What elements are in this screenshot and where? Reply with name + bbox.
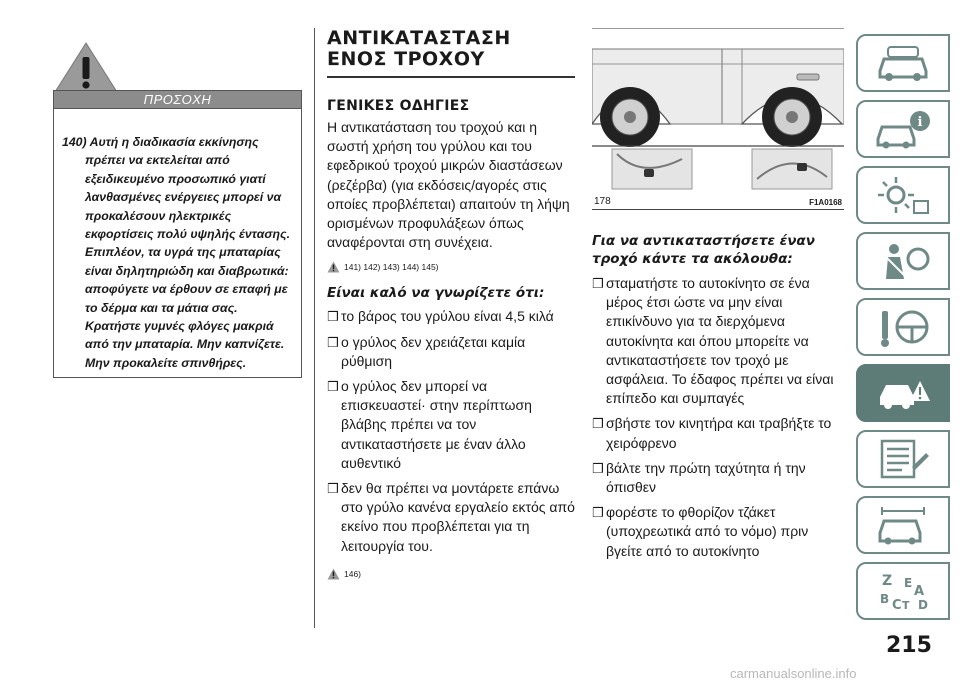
warning-box [53,90,302,378]
bullet-box-icon: ❒ [592,505,604,521]
key-steering-icon [874,305,932,349]
seatbelt-airbag-icon [874,239,932,283]
small-warning-icon [327,261,340,273]
bullet-box-icon: ❒ [327,379,339,395]
svg-text:E: E [904,576,913,590]
list-item [592,414,844,452]
list-item-text: δεν θα πρέπει να μοντάρετε επάνω στο γρύλο κανένα εργαλείο εκτός από εκείνο που προβλέπεται για τη λειτουργία του. [341,480,575,554]
steps-heading: Για να αντικαταστήσετε έναν τροχό κάντε τα ακόλουθα: [592,233,815,267]
list-item [327,307,575,326]
alphabetical-index-icon [874,569,932,613]
watermark: carmanualsonline.info [730,666,857,681]
chapter-tabs [856,34,951,628]
list-item-text: ο γρύλος δεν μπορεί να επισκευαστεί· στην περίπτωση βλάβης πρέπει να τον αντικαταστήσετε με έναν άλλο αυθεντικό [341,378,532,471]
section-title: ΑΝΤΙΚΑΤΑΣΤΑΣΗ ΕΝΟΣ ΤΡΟΧΟΥ [327,28,575,78]
tab-maintenance[interactable] [856,430,950,488]
warning-heading: ΠΡΟΣΟΧΗ [54,91,301,109]
tab-emergency[interactable] [856,364,950,422]
warning-text: 140) Αυτή η διαδικασία εκκίνησης πρέπει να εκτελείται από εξειδικευμένο προσωπικό γιατί λανθασμένες ενέργειες μπορεί να προκαλέσουν ηλεκτρικές εκφορτίσεις πολύ υψηλής έντασης. Επιπλέον, τα υγρά της μπαταρίας είναι δηλητηριώδη και διαβρωτικά: αποφύγετε να έρθουν σε επαφή με το δέρμα και τα μάτια σας. Κρατήστε γυμνές φλόγες μακριά από την μπαταρία. Μην καπνίζετε. Μην προκαλείτε σπινθήρες. [62,135,291,370]
list-item [592,274,844,408]
bullet-box-icon: ❒ [592,460,604,476]
figure-wheel-illustration [592,28,844,210]
column-divider [314,28,315,628]
small-warning-icon [327,568,340,580]
list-item-text: ο γρύλος δεν χρειάζεται καμία ρύθμιση [341,333,526,369]
right-column [592,28,844,567]
tab-index[interactable] [856,562,950,620]
intro-paragraph: Η αντικατάσταση του τροχού και η σωστή χρήση του γρύλου και του εφεδρικού τροχού μικρών διαστάσεων (ρεζέρβα) (για εκδόσεις/αγορές στις οποίες προβλέπεται) απαιτούν τη λήψη ορισμένων προφυλάξεων όπως αναφέρονται στη συνέχεια. [327,119,570,251]
list-item [592,459,844,497]
svg-text:D: D [918,598,928,612]
list-item [327,377,575,473]
tab-starting[interactable] [856,298,950,356]
know-list [327,307,575,555]
tab-lights[interactable] [856,166,950,224]
list-item-text: φορέστε το φθορίζον τζάκετ (υποχρεωτικά από το νόμο) πριν βγείτε από το αυτοκίνητο [606,504,809,559]
bullet-box-icon: ❒ [592,276,604,291]
tab-safety[interactable] [856,232,950,290]
page-number: 215 [886,633,932,658]
bullet-box-icon: ❒ [327,309,339,325]
section-subtitle: ΓΕΝΙΚΕΣ ΟΔΗΓΙΕΣ [327,98,470,114]
technical-data-icon [874,503,932,547]
svg-text:i: i [917,115,923,130]
bullet-box-icon: ❒ [327,334,339,350]
list-item-text: το βάρος του γρύλου είναι 4,5 κιλά [341,308,554,325]
car-breakdown-icon [874,371,932,415]
figure-code: F1A0168 [809,198,842,207]
list-item-text: βάλτε την πρώτη ταχύτητα ή την όπισθεν [606,459,806,496]
warning-references [327,261,575,273]
list-item [327,479,575,556]
svg-text:Z: Z [882,573,893,589]
warning-references-2 [327,568,575,580]
tab-dashboard[interactable] [856,34,950,92]
svg-text:A: A [914,584,925,599]
tab-technical-data[interactable] [856,496,950,554]
middle-column [327,28,575,592]
figure-number: 178 [594,196,611,207]
list-item-text: σβήστε τον κινητήρα και τραβήξτε το χειρόφρενο [606,415,832,451]
list-item [327,333,575,371]
list-item-text: σταματήστε το αυτοκίνητο σε ένα μέρος έτσι ώστε να μην είναι επικίνδυνο για τα διερχόμενα αυτοκίνητα και όπου μπορείτε να αντικαταστήσετε τον τροχό με ασφάλεια. Το έδαφος πρέπει να είναι επίπεδο και συμπαγές [606,275,834,407]
car-info-icon [874,107,932,151]
car-dashboard-icon [874,41,932,85]
references-text: 146) [344,568,362,579]
references-text: 141) 142) 143) 144) 145) [344,262,439,273]
steps-list [592,274,844,561]
bullet-box-icon: ❒ [327,481,339,497]
van-wheel-illustration [592,29,844,194]
svg-text:T: T [902,599,910,612]
bullet-box-icon: ❒ [592,416,604,432]
warning-triangle-icon [52,40,120,94]
svg-text:B: B [880,592,890,606]
maintenance-list-icon [874,437,932,481]
tab-info[interactable] [856,100,950,158]
svg-text:C: C [892,598,902,613]
list-item [592,503,844,561]
light-indicator-icon [874,173,932,217]
know-heading: Είναι καλό να γνωρίζετε ότι: [327,285,545,302]
